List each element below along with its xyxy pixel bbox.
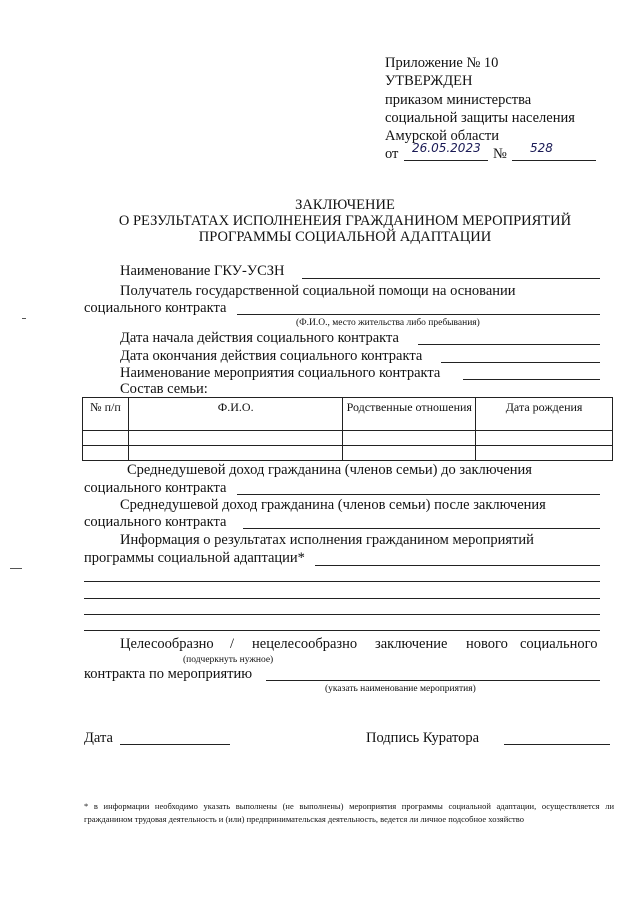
end-date-field[interactable] <box>441 362 600 363</box>
info-field-line-1[interactable] <box>315 565 600 566</box>
column-relation: Родственные отношения <box>343 398 476 431</box>
info-field-line-4[interactable] <box>84 614 600 615</box>
income-before-field[interactable] <box>237 494 600 495</box>
family-table <box>82 397 613 461</box>
date-label: Дата <box>84 730 113 746</box>
family-table-header <box>83 398 613 431</box>
scan-mark <box>22 318 26 319</box>
document-subtitle-2: ПРОГРАММЫ СОЦИАЛЬНОЙ АДАПТАЦИИ <box>198 229 492 245</box>
curator-signature-label: Подпись Куратора <box>366 730 480 746</box>
order-number-handwritten: 528 <box>530 141 553 155</box>
document-subtitle-1: О РЕЗУЛЬТАТАХ ИСПОЛНЕНЕИЯ ГРАЖДАНИНОМ МЕРОПРИЯТИЙ <box>118 213 572 229</box>
date-prefix: от <box>385 146 399 162</box>
contract-activity-label: контракта по мероприятию <box>84 666 253 682</box>
start-date-label: Дата начала действия социального контракта <box>120 330 399 346</box>
info-field-line-2[interactable] <box>84 581 600 582</box>
info-field-line-5[interactable] <box>84 630 600 631</box>
table-cell[interactable] <box>128 431 343 446</box>
info-field-line-3[interactable] <box>84 598 600 599</box>
order-line-3: Амурской области <box>385 128 499 144</box>
document-title: ЗАКЛЮЧЕНИЕ <box>295 197 395 213</box>
end-date-label: Дата окончания действия социального контракта <box>120 348 423 364</box>
table-cell[interactable] <box>476 431 613 446</box>
recipient-field[interactable] <box>237 314 600 315</box>
recipient-hint: (Ф.И.О., место жительства либо пребывания) <box>296 318 480 328</box>
order-line-1: приказом министерства <box>385 92 532 108</box>
activity-name-label: Наименование мероприятия социального контракта <box>120 365 441 381</box>
contract-activity-field[interactable] <box>266 680 600 681</box>
not-expedient-option[interactable]: нецелесообразно <box>252 636 358 652</box>
income-after-field[interactable] <box>243 528 600 529</box>
expedient-option[interactable]: Целесообразно <box>120 636 214 652</box>
gku-name-field[interactable] <box>302 278 600 279</box>
activity-name-field[interactable] <box>463 379 600 380</box>
scan-mark <box>10 568 22 569</box>
number-prefix: № <box>493 146 507 162</box>
column-fio: Ф.И.О. <box>128 398 343 431</box>
order-date-handwritten: 26.05.2023 <box>412 141 481 155</box>
income-before-label-1: Среднедушевой доход гражданина (членов семьи) до заключения <box>127 462 532 478</box>
recipient-label-1: Получатель государственной социальной помощи на основании <box>120 283 516 299</box>
order-number-line <box>512 160 596 161</box>
table-row <box>83 431 613 446</box>
income-before-label-2: социального контракта <box>84 480 227 496</box>
footnote: * в информации необходимо указать выполнены (не выполнены) мероприятия программы социальной адаптации, осуществляется ли гражданином трудовая деятельность и (или) предпринимательская деятельность, ведется ли личное подсобное хозяйство <box>84 801 614 824</box>
info-label-2: программы социальной адаптации* <box>84 550 305 566</box>
table-cell[interactable] <box>343 431 476 446</box>
recipient-label-2: социального контракта <box>84 300 227 316</box>
gku-name-label: Наименование ГКУ-УСЗН <box>120 263 285 279</box>
order-date-line <box>404 160 488 161</box>
column-number: № п/п <box>83 398 129 431</box>
column-birth-date: Дата рождения <box>476 398 613 431</box>
expedient-word-new: нового <box>466 636 508 652</box>
order-line-2: социальной защиты населения <box>385 110 575 126</box>
expedient-word-conclusion: заключение <box>375 636 448 652</box>
table-row <box>83 446 613 461</box>
table-cell[interactable] <box>128 446 343 461</box>
curator-signature-field[interactable] <box>504 744 610 745</box>
table-cell[interactable] <box>83 446 129 461</box>
date-field[interactable] <box>120 744 230 745</box>
expedient-word-social: социального <box>520 636 598 652</box>
start-date-field[interactable] <box>418 344 600 345</box>
appendix-number: Приложение № 10 <box>385 55 499 71</box>
underline-hint: (подчеркнуть нужное) <box>183 655 274 665</box>
income-after-label-1: Среднедушевой доход гражданина (членов семьи) после заключения <box>120 497 546 513</box>
income-after-label-2: социального контракта <box>84 514 227 530</box>
table-cell[interactable] <box>476 446 613 461</box>
table-cell[interactable] <box>343 446 476 461</box>
activity-hint: (указать наименование мероприятия) <box>325 684 476 694</box>
table-cell[interactable] <box>83 431 129 446</box>
family-label: Состав семьи: <box>120 381 208 397</box>
approved-label: УТВЕРЖДЕН <box>385 73 473 89</box>
expedient-slash: / <box>230 636 235 652</box>
info-label-1: Информация о результатах исполнения гражданином мероприятий <box>120 532 534 548</box>
